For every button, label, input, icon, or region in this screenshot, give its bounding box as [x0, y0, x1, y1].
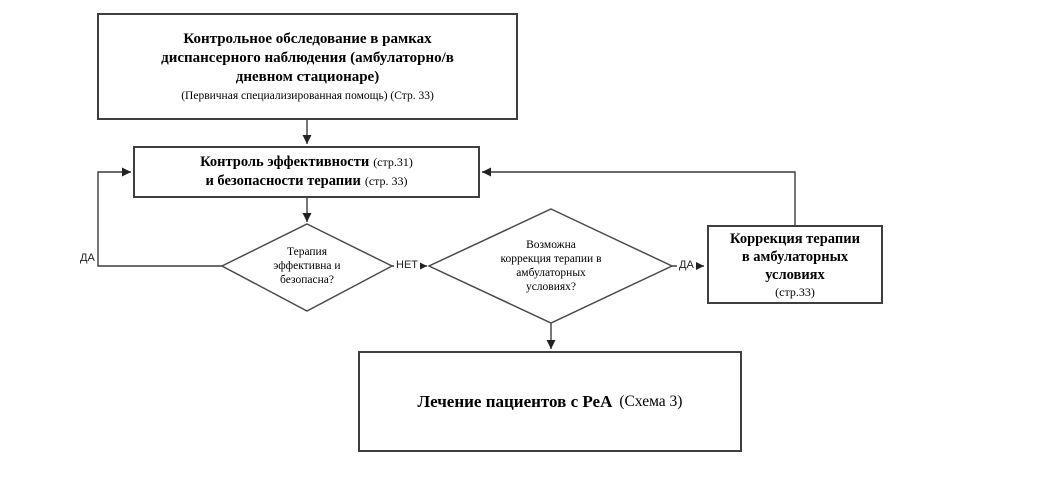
- edge-label-no: НЕТ: [396, 259, 418, 271]
- therapy-correction-line3: условиях: [765, 266, 825, 283]
- node-therapy-control: [133, 146, 480, 198]
- therapy-control-line2-main: и безопасности терапии: [205, 173, 361, 189]
- followup-exam-line2: диспансерного наблюдения (амбулаторно/в: [161, 49, 454, 66]
- followup-exam-line1: Контрольное обследование в рамках: [183, 30, 432, 47]
- node-therapy-correction: [707, 225, 883, 304]
- decision1-line1: Терапия: [287, 246, 327, 258]
- therapy-control-line2-ref: (стр. 33): [364, 174, 408, 188]
- edge-label-yes-left: ДА: [80, 252, 95, 264]
- rea-treatment-ref: (Схема 3): [619, 392, 683, 410]
- therapy-correction-ref: (стр.33): [775, 284, 815, 299]
- decision2-line4: условиях?: [525, 281, 577, 293]
- therapy-control-line1-ref: (стр.31): [373, 155, 413, 169]
- therapy-control-line1: [200, 153, 413, 172]
- decision1-line3: безопасна?: [280, 274, 334, 286]
- decision2-text: [476, 218, 626, 314]
- decision1-text: [252, 230, 362, 302]
- decision2-line1: Возможна: [526, 239, 576, 251]
- followup-exam-subtext: (Первичная специализированная помощь) (Стр. 33): [181, 89, 434, 102]
- node-followup-exam: [97, 13, 518, 120]
- edge-label-yes-right: ДА: [679, 259, 694, 271]
- therapy-correction-line2: в амбулаторных: [741, 248, 849, 265]
- therapy-control-line1-main: Контроль эффективности: [200, 154, 370, 170]
- followup-exam-line3: дневном стационаре): [235, 68, 380, 85]
- therapy-correction-line1: Коррекция терапии: [730, 230, 860, 247]
- rea-treatment-main: Лечение пациентов с РеА: [417, 391, 613, 411]
- therapy-control-line2: [205, 172, 407, 191]
- decision2-line3: амбулаторных: [516, 267, 586, 279]
- decision2-line2: коррекция терапии в: [500, 253, 602, 265]
- decision1-line2: эффективна и: [273, 260, 341, 272]
- node-rea-treatment: [358, 351, 742, 452]
